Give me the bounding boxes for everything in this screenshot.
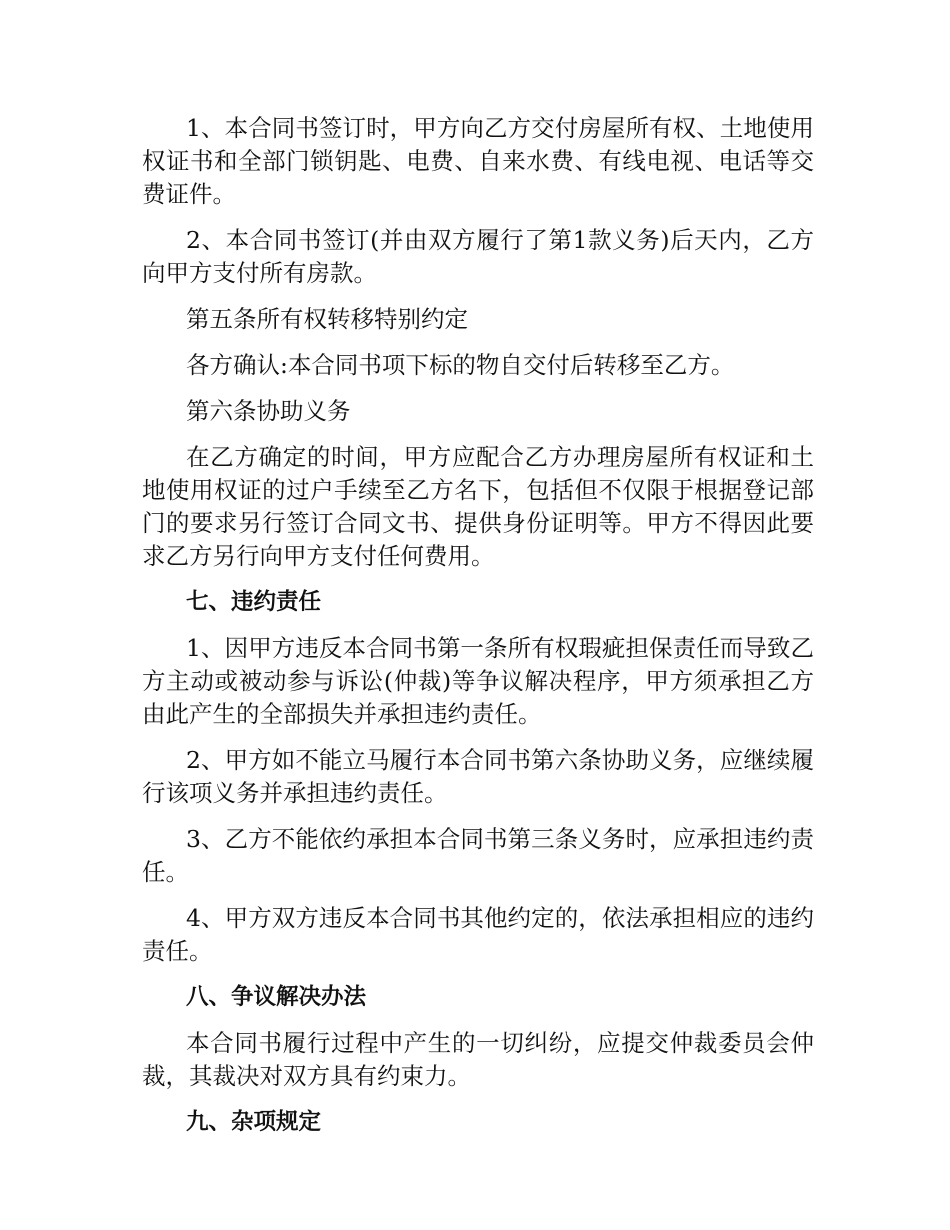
article-5-title: 第五条所有权转移特别约定 xyxy=(186,305,468,333)
document-page xyxy=(142,112,814,1152)
clause-7-2: 2、甲方如不能立马履行本合同书第六条协助义务，应继续履行该项义务并承担违约责任。 xyxy=(142,746,814,807)
section-7-heading: 七、违约责任 xyxy=(186,589,322,615)
clause-7-3: 3、乙方不能依约承担本合同书第三条义务时，应承担违约责任。 xyxy=(142,825,814,886)
clause-4-2: 2、本合同书签订(并由双方履行了第1款义务)后天内，乙方向甲方支付所有房款。 xyxy=(142,226,814,287)
article-6-title: 第六条协助义务 xyxy=(186,397,351,425)
clause-7-4: 4、甲方双方违反本合同书其他约定的，依法承担相应的违约责任。 xyxy=(142,904,814,965)
clause-4-1: 1、本合同书签订时，甲方向乙方交付房屋所有权、土地使用权证书和全部门锁钥匙、电费、自来水费、有线电视、电话等交费证件。 xyxy=(142,114,814,208)
section-8-heading: 八、争议解决办法 xyxy=(186,984,367,1010)
clause-7-1: 1、因甲方违反本合同书第一条所有权瑕疵担保责任而导致乙方主动或被动参与诉讼(仲裁)等争议解决程序，甲方须承担乙方由此产生的全部损失并承担违约责任。 xyxy=(142,634,814,728)
article-6-body: 在乙方确定的时间，甲方应配合乙方办理房屋所有权证和土地使用权证的过户手续至乙方名下，包括但不仅限于根据登记部门的要求另行签订合同文书、提供身份证明等。甲方不得因此要求乙方另行向甲方支付任何费用。 xyxy=(142,443,814,570)
section-9-heading: 九、杂项规定 xyxy=(186,1109,322,1135)
article-5-body: 各方确认:本合同书项下标的物自交付后转移至乙方。 xyxy=(186,351,735,379)
section-8-body: 本合同书履行过程中产生的一切纠纷，应提交仲裁委员会仲裁，其裁决对双方具有约束力。 xyxy=(142,1029,814,1090)
